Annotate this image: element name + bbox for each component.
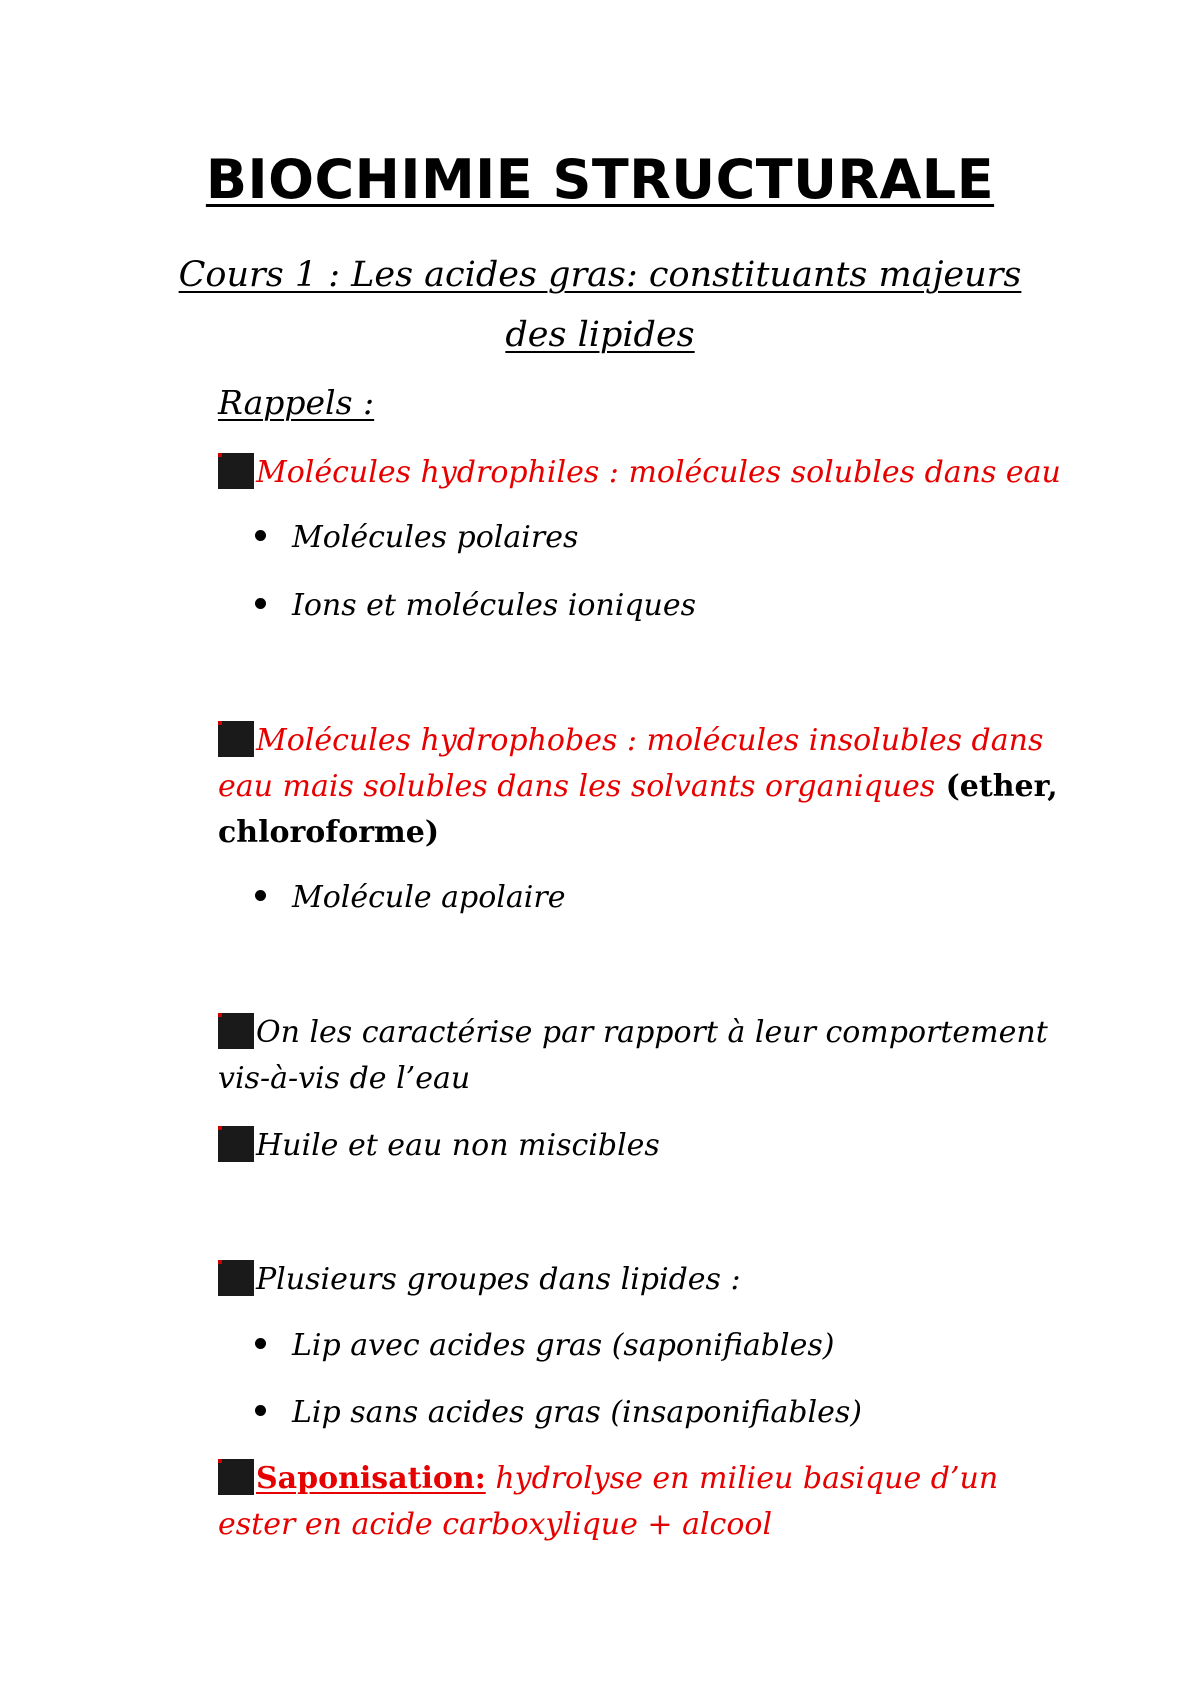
bullet-dot-icon — [255, 598, 266, 609]
item-text: Molécules hydrophobes : molécules insolubles dans eau mais solubles dans les solvants organiques — [218, 723, 1044, 804]
item-text: hydrolyse en milieu basique d’un ester en acide carboxylique + alcool — [218, 1461, 999, 1542]
item-text: On les caractérise par rapport à leur comportement vis-à-vis de l’eau — [218, 1015, 1048, 1096]
item-text-bold: (ether, chloroforme) — [218, 769, 1058, 850]
section-item-hydrophobes — [218, 718, 1078, 856]
square-bullet-icon — [218, 1459, 254, 1495]
square-bullet-icon — [218, 721, 254, 757]
list-item: Molécules polaires — [255, 515, 578, 561]
item-text: Plusieurs groupes dans lipides : — [256, 1262, 741, 1297]
square-bullet-icon — [218, 453, 254, 489]
section-item-huile — [218, 1123, 1078, 1169]
item-text: Huile et eau non miscibles — [256, 1128, 660, 1163]
list-item: Ions et molécules ioniques — [255, 583, 696, 629]
item-text: Molécules hydrophiles : molécules solubles dans eau — [256, 455, 1061, 490]
square-bullet-icon — [218, 1013, 254, 1049]
course-subtitle: Cours 1 : Les acides gras: constituants majeurs des lipides — [178, 255, 1022, 355]
square-bullet-icon — [218, 1126, 254, 1162]
bullet-dot-icon — [255, 890, 266, 901]
list-item: Lip sans acides gras (insaponifiables) — [255, 1390, 862, 1436]
rappels-heading: Rappels : — [218, 383, 375, 422]
section-item-caracterise — [218, 1010, 1078, 1102]
square-bullet-icon — [218, 1260, 254, 1296]
bullet-dot-icon — [255, 1338, 266, 1349]
document-title: BIOCHIMIE STRUCTURALE — [205, 148, 995, 211]
section-item-hydrophiles — [218, 450, 1078, 496]
list-item: Molécule apolaire — [255, 875, 565, 921]
bullet-dot-icon — [255, 530, 266, 541]
section-item-saponisation — [218, 1456, 1078, 1548]
list-item: Lip avec acides gras (saponifiables) — [255, 1323, 834, 1369]
section-item-groupes — [218, 1257, 1078, 1303]
bullet-dot-icon — [255, 1405, 266, 1416]
term-saponisation: Saponisation: — [256, 1461, 486, 1496]
